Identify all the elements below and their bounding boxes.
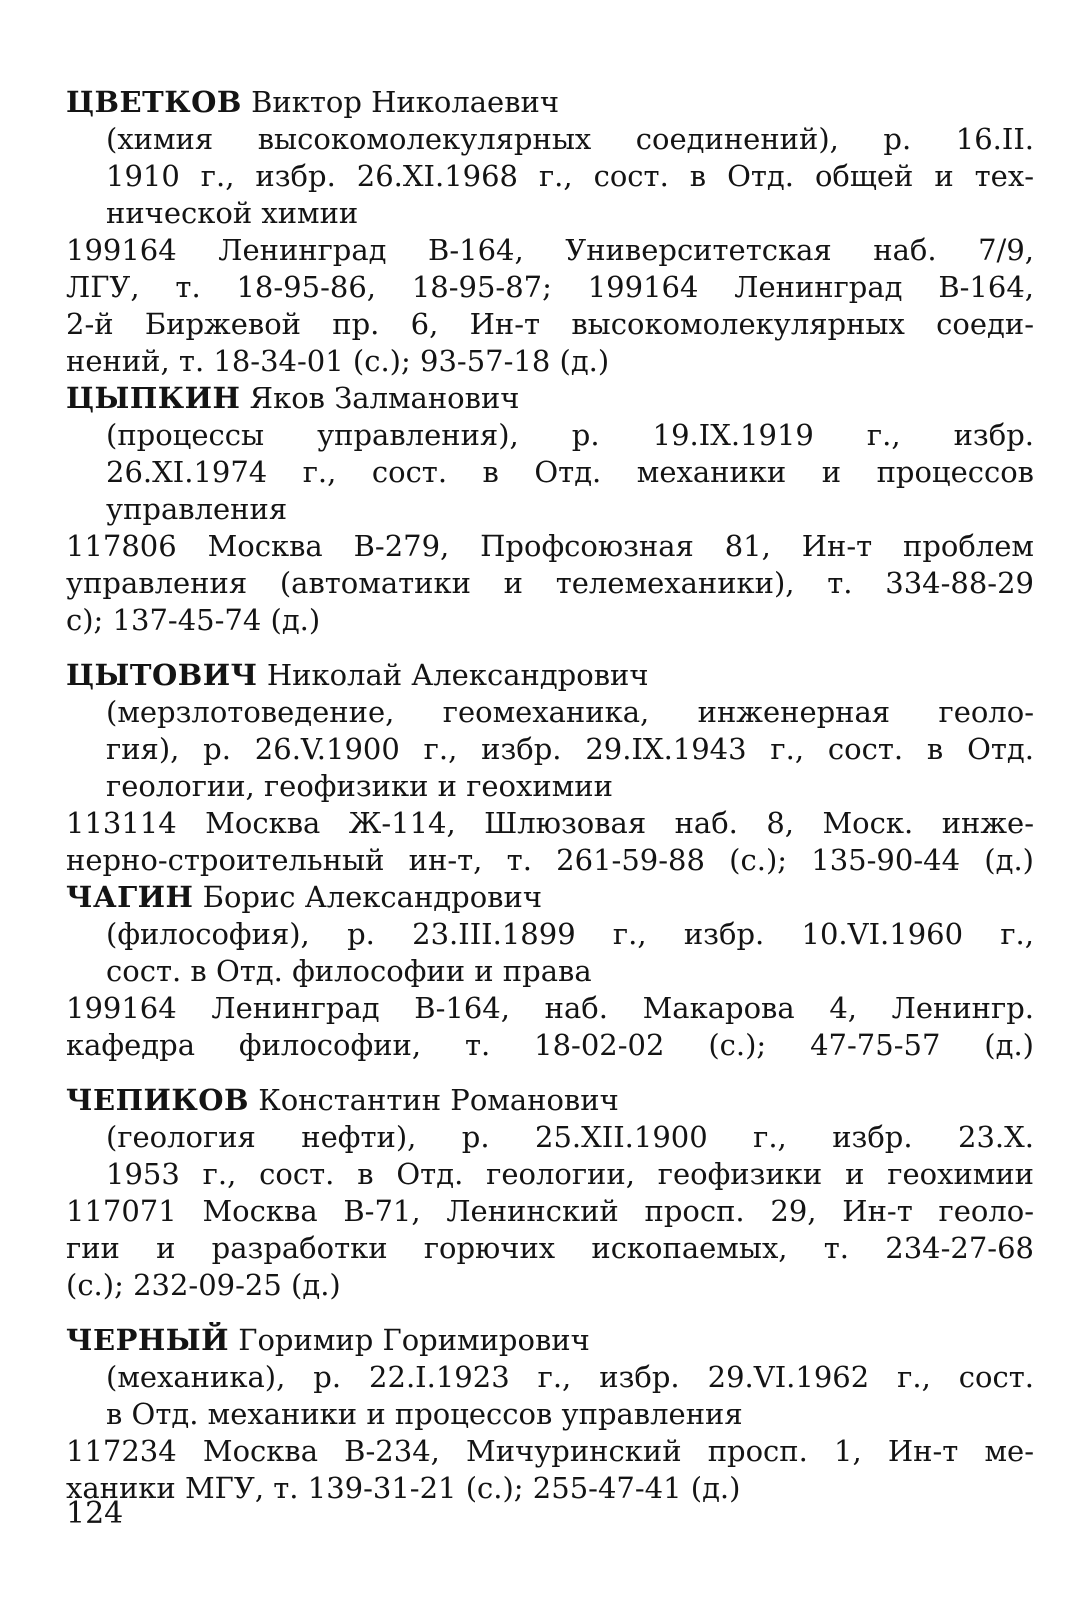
entry-tsypkin bbox=[66, 380, 1034, 639]
entry-heading bbox=[66, 1082, 1034, 1119]
entry-surname: ЦЫТОВИЧ bbox=[66, 658, 258, 692]
address-line: 117234 Москва В-234, Мичуринский просп. 1, Ин-т ме- bbox=[66, 1434, 1034, 1468]
bio-line: (химия высокомолекулярных соединений), р. 16.II. bbox=[106, 122, 1034, 156]
entry-cherny bbox=[66, 1322, 1034, 1507]
address-line: 117071 Москва В-71, Ленинский просп. 29, Ин-т геоло- bbox=[66, 1194, 1034, 1228]
entry-tsvetkov bbox=[66, 84, 1034, 380]
entry-given-name: Борис Александрович bbox=[202, 880, 543, 914]
entry-heading bbox=[66, 657, 1034, 694]
address-line: ханики МГУ, т. 139-31-21 (с.); 255-47-41 (д.) bbox=[66, 1471, 741, 1505]
address-line: кафедра философии, т. 18-02-02 (с.); 47-75-57 (д.) bbox=[66, 1028, 1034, 1062]
address-line: нений, т. 18-34-01 (с.); 93-57-18 (д.) bbox=[66, 344, 610, 378]
bio-line: 26.XI.1974 г., сост. в Отд. механики и процессов bbox=[106, 455, 1034, 489]
page-number: 124 bbox=[66, 1496, 124, 1531]
bio-line: сост. в Отд. философии и права bbox=[106, 954, 592, 988]
entry-given-name: Виктор Николаевич bbox=[251, 85, 560, 119]
address-line: 2-й Биржевой пр. 6, Ин-т высокомолекулярных соеди- bbox=[66, 307, 1034, 341]
address-line: нерно-строительный ин-т, т. 261-59-88 (с.); 135-90-44 (д.) bbox=[66, 843, 1034, 877]
bio-line: 1910 г., избр. 26.XI.1968 г., сост. в Отд. общей и тех- bbox=[106, 159, 1034, 193]
bio-line: (геология нефти), р. 25.XII.1900 г., избр. 23.X. bbox=[106, 1120, 1034, 1154]
entry-chagin bbox=[66, 879, 1034, 1064]
entry-given-name: Константин Романович bbox=[258, 1083, 619, 1117]
address-line: управления (автоматики и телемеханики), т. 334-88-29 bbox=[66, 566, 1034, 600]
address-line: 113114 Москва Ж-114, Шлюзовая наб. 8, Моск. инже- bbox=[66, 806, 1034, 840]
bio-line: (мерзлотоведение, геомеханика, инженерная геоло- bbox=[106, 695, 1034, 729]
entry-given-name: Николай Александрович bbox=[266, 658, 649, 692]
entry-given-name: Горимир Горимирович bbox=[238, 1323, 590, 1357]
bio-line: управления bbox=[106, 492, 288, 526]
bio-line: в Отд. механики и процессов управления bbox=[106, 1397, 743, 1431]
entry-tsytovich bbox=[66, 657, 1034, 879]
bio-line: 1953 г., сост. в Отд. геологии, геофизики и геохимии bbox=[106, 1157, 1034, 1191]
address-line: гии и разработки горючих ископаемых, т. 234-27-68 bbox=[66, 1231, 1034, 1265]
entry-given-name: Яков Залманович bbox=[249, 381, 520, 415]
entry-surname: ЧЕРНЫЙ bbox=[66, 1323, 230, 1357]
address-line: 199164 Ленинград В-164, Университетская наб. 7/9, bbox=[66, 233, 1034, 267]
entry-surname: ЧЕПИКОВ bbox=[66, 1083, 250, 1117]
entry-surname: ЦЫПКИН bbox=[66, 381, 241, 415]
address-line: с); 137-45-74 (д.) bbox=[66, 603, 321, 637]
entry-surname: ЧАГИН bbox=[66, 880, 194, 914]
address-line: 117806 Москва В-279, Профсоюзная 81, Ин-т проблем bbox=[66, 529, 1034, 563]
bio-line: гия), р. 26.V.1900 г., избр. 29.IX.1943 г., сост. в Отд. bbox=[106, 732, 1034, 766]
address-line: 199164 Ленинград В-164, наб. Макарова 4, Ленингр. bbox=[66, 991, 1034, 1025]
bio-line: нической химии bbox=[106, 196, 359, 230]
bio-line: (механика), р. 22.I.1923 г., избр. 29.VI.1962 г., сост. bbox=[106, 1360, 1034, 1394]
address-line: ЛГУ, т. 18-95-86, 18-95-87; 199164 Ленинград В-164, bbox=[66, 270, 1034, 304]
address-line: (с.); 232-09-25 (д.) bbox=[66, 1268, 341, 1302]
bio-line: (философия), р. 23.III.1899 г., избр. 10.VI.1960 г., bbox=[106, 917, 1034, 951]
bio-line: (процессы управления), р. 19.IX.1919 г., избр. bbox=[106, 418, 1034, 452]
entry-surname: ЦВЕТКОВ bbox=[66, 85, 242, 119]
entry-heading bbox=[66, 879, 1034, 916]
entry-heading bbox=[66, 1322, 1034, 1359]
entry-heading bbox=[66, 380, 1034, 417]
bio-line: геологии, геофизики и геохимии bbox=[106, 769, 613, 803]
directory-page bbox=[66, 84, 1034, 1507]
entry-chepikov bbox=[66, 1082, 1034, 1304]
entry-heading bbox=[66, 84, 1034, 121]
